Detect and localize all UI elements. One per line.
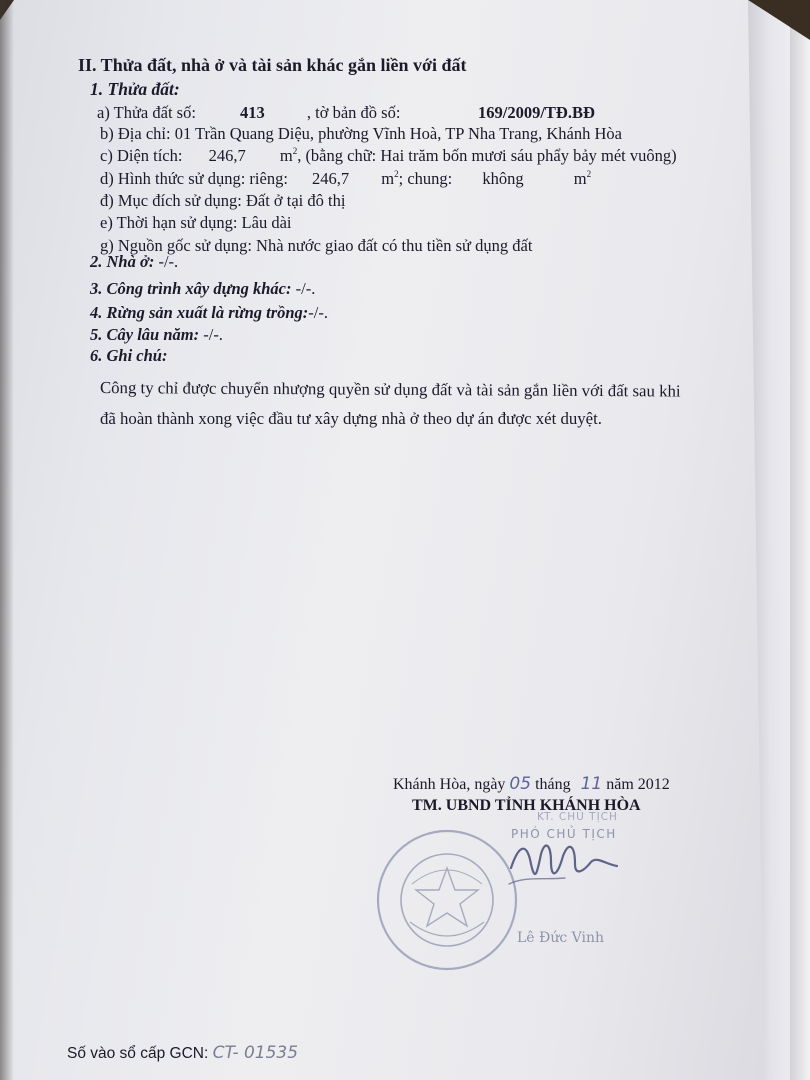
notes-label: 6. Ghi chú:	[90, 346, 168, 365]
registry-label: Số vào sổ cấp GCN:	[67, 1045, 209, 1062]
construction-value: -/-.	[291, 279, 316, 298]
deputy-line-1: KT. CHỦ TỊCH	[537, 811, 618, 823]
forest-value: -/-.	[308, 303, 328, 322]
authority-title: TM. UBND TỈNH KHÁNH HÒA	[412, 797, 641, 814]
map-label: , tờ bản đồ số:	[306, 103, 401, 122]
area-value: 246,7	[208, 146, 246, 165]
perennial-label: 5. Cây lâu năm:	[90, 325, 200, 344]
address-label: b) Địa chỉ:	[100, 124, 171, 143]
shared-unit: $m^2$	[573, 169, 592, 188]
deputy-line-2: PHÓ CHỦ TỊCH	[511, 827, 617, 841]
date-day: 05	[509, 774, 532, 794]
page-shadow	[0, 0, 14, 1080]
parcel-number: 413	[240, 103, 265, 122]
area-label: c) Diện tích:	[100, 146, 183, 165]
parcel-label: a) Thửa đất số:	[97, 103, 196, 122]
shared-label: ; chung:	[398, 169, 453, 188]
notes-line-2: đã hoàn thành xong việc đầu tư xây dựng nhà ở theo dự án được xét duyệt.	[100, 409, 602, 428]
origin-row: g) Nguồn gốc sử dụng: Nhà nước giao đất có thu tiền sử dụng đất	[100, 236, 533, 255]
perennial-value: -/-.	[199, 325, 223, 344]
private-area-unit: $m^2$	[381, 169, 399, 188]
house-label: 2. Nhà ở:	[90, 252, 155, 271]
date-month: 11	[580, 774, 603, 794]
house-value: -/-.	[154, 252, 179, 271]
registry-number: CT- 01535	[212, 1043, 299, 1063]
house-row	[90, 252, 178, 272]
forest-label: 4. Rừng sản xuất là rừng trồng:	[90, 303, 309, 322]
construction-row	[90, 279, 315, 299]
use-form-label: d) Hình thức sử dụng: riêng:	[100, 169, 288, 188]
area-unit: $m^2$	[279, 146, 298, 165]
place-date-prefix: Khánh Hòa, ngày	[393, 776, 506, 793]
notes-line-1: Công ty chỉ được chuyển nhượng quyền sử dụng đất và tài sản gắn liền với đất sau khi	[99, 378, 681, 401]
year-label: năm 2012	[606, 776, 670, 793]
term-row: e) Thời hạn sử dụng: Lâu dài	[100, 213, 292, 232]
registry-row	[67, 1043, 298, 1064]
area-row	[100, 146, 677, 166]
month-label: tháng	[535, 776, 571, 793]
address-row	[100, 124, 622, 144]
forest-row	[90, 303, 328, 323]
address-value: 01 Trần Quang Diệu, phường Vĩnh Hoà, TP Nha Trang, Khánh Hòa	[174, 124, 622, 143]
shared-value: không	[482, 169, 524, 188]
area-in-words: , (bằng chữ: Hai trăm bốn mươi sáu phẩy bảy mét vuông)	[297, 146, 677, 165]
private-area: 246,7	[312, 169, 350, 188]
official-seal	[372, 826, 522, 974]
construction-label: 3. Công trình xây dựng khác:	[90, 279, 292, 298]
map-number: 169/2009/TĐ.BĐ	[478, 103, 595, 122]
purpose-row: đ) Mục đích sử dụng: Đất ở tại đô thị	[100, 191, 346, 210]
section-title: II. Thửa đất, nhà ở và tài sản khác gắn liền với đất	[78, 55, 467, 75]
perennial-row	[90, 325, 223, 345]
place-date	[393, 774, 670, 795]
signer-name: Lê Đức Vinh	[517, 930, 605, 946]
use-form-row	[100, 169, 591, 189]
parcel-row	[97, 103, 400, 123]
land-heading: 1. Thửa đất:	[90, 79, 180, 99]
handwritten-signature	[505, 834, 625, 894]
